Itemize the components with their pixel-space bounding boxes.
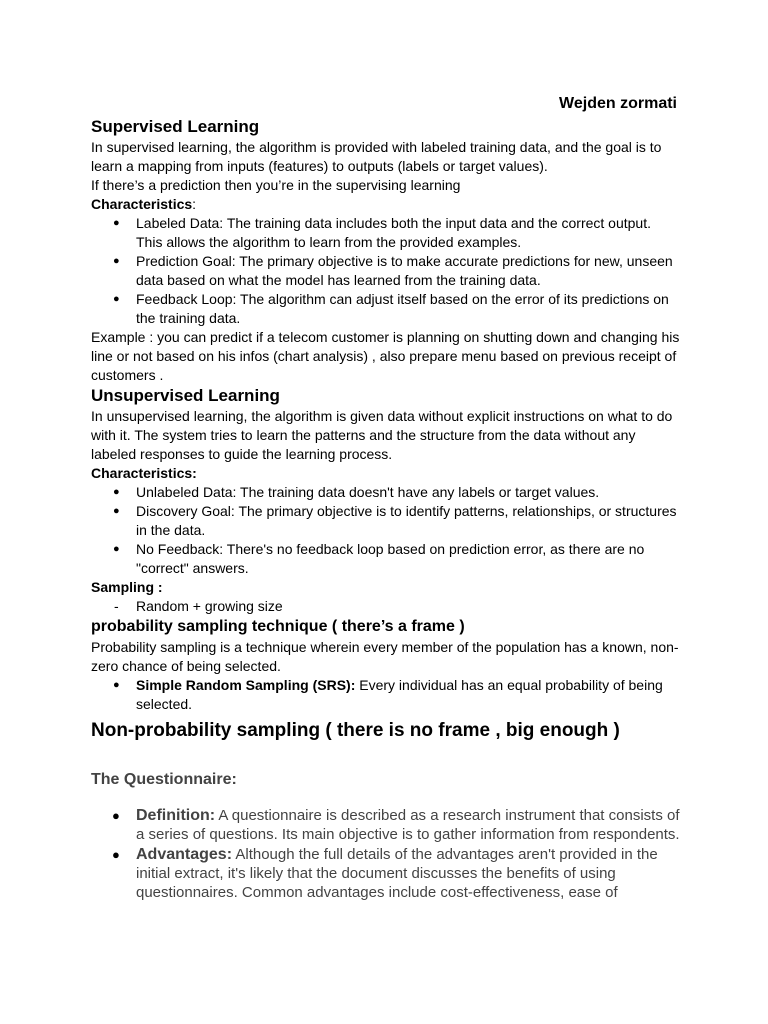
- supervised-example: Example : you can predict if a telecom customer is planning on shutting down and changing his line or not based on his infos (chart analysis) , also prepare menu based on previous receipt of customers .: [91, 329, 680, 383]
- probability-intro: Probability sampling is a technique wherein every member of the population has a known, non-zero chance of being selected.: [91, 639, 679, 674]
- unsupervised-heading: Unsupervised Learning: [91, 386, 280, 405]
- list-item: ● No Feedback: There's no feedback loop based on prediction error, as there are no "correct" answers.: [91, 540, 681, 578]
- document-body: [91, 116, 681, 902]
- list-item: [91, 676, 681, 714]
- sampling-label: [91, 578, 681, 597]
- characteristics-label-text: Characteristics:: [91, 465, 197, 481]
- definition-text: A questionnaire is described as a research instrument that consists of a series of questions. Its main objective is to gather information from respondents.: [136, 807, 680, 843]
- srs-text: Every individual has an equal probability of being selected.: [136, 677, 663, 712]
- advantages-text: Although the full details of the advantages aren't provided in the initial extract, it's likely that the document discusses the benefits of using questionnaires. Common advantages include cost-effectiveness, ease of: [136, 846, 658, 901]
- list-item: - Random + growing size: [91, 597, 681, 616]
- probability-heading: probability sampling technique ( there’s a frame ): [91, 618, 465, 635]
- nonprob-heading: Non-probability sampling ( there is no frame , big enough ): [91, 720, 620, 741]
- author-name: Wejden zormati: [559, 95, 677, 112]
- sampling-label-text: Sampling :: [91, 579, 163, 595]
- supervised-heading: Supervised Learning: [91, 117, 260, 136]
- supervised-characteristics-list: [91, 214, 681, 328]
- list-item: ● Unlabeled Data: The training data doesn't have any labels or target values.: [91, 483, 681, 502]
- probability-list: [91, 676, 681, 714]
- list-item: [91, 845, 681, 902]
- questionnaire-list: [91, 806, 681, 902]
- characteristics-colon: :: [192, 196, 197, 212]
- definition-term: Definition:: [136, 807, 216, 824]
- list-item: ● Labeled Data: The training data includes both the input data and the correct output. This allows the algorithm to learn from the provided examples.: [91, 214, 681, 252]
- advantages-term: Advantages:: [136, 846, 233, 863]
- list-item: [91, 806, 681, 844]
- list-item: ● Prediction Goal: The primary objective is to make accurate predictions for new, unseen data based on what the model has learned from the training data.: [91, 252, 681, 290]
- list-item: ● Feedback Loop: The algorithm can adjust itself based on the error of its predictions on the training data.: [91, 290, 681, 328]
- sampling-list: [91, 597, 681, 616]
- unsupervised-intro: In unsupervised learning, the algorithm is given data without explicit instructions on what to do with it. The system tries to learn the patterns and the structure from the data without any labeled responses to guide the learning process.: [91, 408, 673, 462]
- questionnaire-heading: The Questionnaire:: [91, 771, 237, 788]
- supervised-characteristics-label: [91, 195, 681, 214]
- unsupervised-characteristics-list: [91, 483, 681, 578]
- srs-term: Simple Random Sampling (SRS):: [136, 677, 356, 693]
- list-item: ● Discovery Goal: The primary objective is to identify patterns, relationships, or structures in the data.: [91, 502, 681, 540]
- unsupervised-characteristics-label: [91, 464, 681, 483]
- characteristics-label-text: Characteristics: [91, 196, 193, 212]
- supervised-line2: If there’s a prediction then you’re in the supervising learning: [91, 177, 461, 193]
- supervised-intro: In supervised learning, the algorithm is provided with labeled training data, and the goal is to learn a mapping from inputs (features) to outputs (labels or target values).: [91, 139, 662, 174]
